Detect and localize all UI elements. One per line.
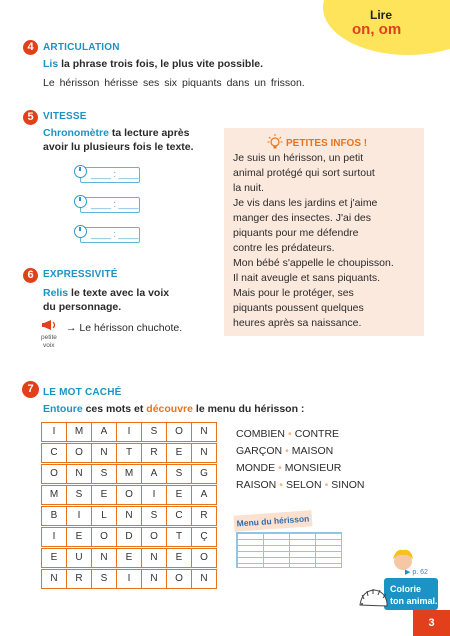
- instruction-verb-2: découvre: [146, 403, 193, 415]
- grid-cell[interactable]: N: [191, 422, 217, 442]
- child-avatar-icon: [388, 545, 418, 575]
- grid-cell[interactable]: R: [141, 443, 167, 463]
- grid-cell[interactable]: B: [41, 506, 67, 526]
- info-line: Il nait aveugle et sans piquants.: [233, 272, 381, 284]
- grid-cell[interactable]: N: [41, 569, 67, 589]
- grid-cell[interactable]: M: [116, 464, 142, 484]
- instruction-expressivite-1: [43, 287, 169, 299]
- word-list-row: COMBIEN • CONTRE: [236, 428, 340, 440]
- word-item[interactable]: SELON: [285, 479, 322, 491]
- petite-voix-label-1: petite: [41, 334, 57, 341]
- megaphone-icon: [42, 318, 60, 332]
- grid-cell[interactable]: E: [41, 548, 67, 568]
- timer-placeholder: ____ : ____: [91, 229, 139, 239]
- info-line: Mais pour le protéger, ses: [233, 287, 354, 299]
- info-title: PETITES INFOS !: [286, 138, 368, 149]
- grid-cell[interactable]: O: [91, 527, 117, 547]
- kid-line-1: Colorie: [390, 584, 422, 594]
- grid-cell[interactable]: C: [41, 443, 67, 463]
- grid-cell[interactable]: U: [66, 548, 92, 568]
- grid-cell[interactable]: N: [141, 569, 167, 589]
- grid-cell[interactable]: T: [166, 527, 192, 547]
- info-line: piquants pour me défendre: [233, 227, 359, 239]
- instruction-articulation: [43, 58, 263, 70]
- instruction-rest: le menu du hérisson :: [195, 403, 305, 415]
- word-item[interactable]: MONDE: [236, 462, 276, 474]
- word-list-row: MONDE • MONSIEUR: [236, 462, 342, 474]
- grid-cell[interactable]: O: [166, 569, 192, 589]
- grid-cell[interactable]: S: [91, 464, 117, 484]
- grid-cell[interactable]: A: [141, 464, 167, 484]
- section-title-expressivite: EXPRESSIVITÉ: [43, 269, 118, 280]
- grid-cell[interactable]: E: [166, 485, 192, 505]
- petite-voix-label-2: voix: [43, 342, 55, 349]
- info-line: animal protégé qui sort surtout: [233, 167, 375, 179]
- grid-cell[interactable]: I: [66, 506, 92, 526]
- section-number-5: 5: [23, 110, 38, 125]
- grid-cell[interactable]: C: [166, 506, 192, 526]
- grid-cell[interactable]: O: [141, 527, 167, 547]
- grid-cell[interactable]: T: [116, 443, 142, 463]
- word-list-row: RAISON • SELON • SINON: [236, 479, 365, 491]
- tongue-twister: Le hérisson hérisse ses six piquants dans un frisson.: [43, 77, 305, 89]
- info-line: contre les prédateurs.: [233, 242, 335, 254]
- timer-field-2[interactable]: [80, 197, 140, 213]
- grid-cell[interactable]: I: [116, 569, 142, 589]
- grid-cell[interactable]: E: [166, 548, 192, 568]
- info-line: Mon bébé s'appelle le choupisson.: [233, 257, 394, 269]
- grid-cell[interactable]: D: [116, 527, 142, 547]
- section-title-articulation: ARTICULATION: [43, 42, 120, 53]
- grid-cell[interactable]: I: [41, 527, 67, 547]
- word-item[interactable]: RAISON: [236, 479, 277, 491]
- word-item[interactable]: COMBIEN: [236, 428, 286, 440]
- corner-sound: on, om: [352, 21, 402, 38]
- grid-cell[interactable]: N: [66, 464, 92, 484]
- timer-field-3[interactable]: [80, 227, 140, 243]
- grid-cell[interactable]: G: [191, 464, 217, 484]
- info-line: piquants poussent quelques: [233, 302, 364, 314]
- lightbulb-icon: [267, 133, 283, 151]
- voice-example: → Le hérisson chuchote.: [66, 322, 183, 334]
- instruction-mid: ces mots et: [85, 403, 144, 415]
- grid-cell[interactable]: N: [116, 506, 142, 526]
- word-list-row: GARÇON • MAISON: [236, 445, 334, 457]
- info-line: Je suis un hérisson, un petit: [233, 152, 364, 164]
- grid-cell[interactable]: M: [41, 485, 67, 505]
- instruction-vitesse-1: [43, 127, 189, 139]
- grid-cell[interactable]: S: [66, 485, 92, 505]
- instruction-rest: la phrase trois fois, le plus vite possible.: [61, 58, 263, 70]
- word-item[interactable]: MONSIEUR: [284, 462, 342, 474]
- timer-field-1[interactable]: [80, 167, 140, 183]
- hedgehog-icon: [356, 585, 390, 611]
- grid-cell[interactable]: I: [41, 422, 67, 442]
- grid-cell[interactable]: E: [91, 485, 117, 505]
- instruction-expressivite-2: du personnage.: [43, 301, 122, 313]
- timer-placeholder: ____ : ____: [91, 199, 139, 209]
- instruction-verb: Lis: [43, 58, 59, 70]
- word-item[interactable]: GARÇON: [236, 445, 283, 457]
- grid-cell[interactable]: E: [166, 443, 192, 463]
- section-number-4: 4: [23, 40, 38, 55]
- section-title-mot-cache: LE MOT CACHÉ: [43, 387, 122, 398]
- word-item[interactable]: CONTRE: [294, 428, 340, 440]
- menu-answer-area[interactable]: [236, 532, 342, 568]
- grid-cell[interactable]: A: [91, 422, 117, 442]
- instruction-mot-cache: [43, 403, 304, 415]
- grid-cell[interactable]: S: [141, 422, 167, 442]
- grid-cell[interactable]: N: [191, 569, 217, 589]
- info-line: manger des insectes. J'ai des: [233, 212, 371, 224]
- instruction-rest: le texte avec la voix: [71, 287, 170, 299]
- grid-cell[interactable]: N: [91, 548, 117, 568]
- info-line: heures après sa naissance.: [233, 317, 362, 329]
- kid-line-2: ton animal.: [390, 596, 438, 606]
- grid-cell[interactable]: N: [141, 548, 167, 568]
- grid-cell[interactable]: E: [66, 527, 92, 547]
- grid-cell[interactable]: A: [191, 485, 217, 505]
- instruction-verb: Chronomètre: [43, 127, 109, 139]
- grid-cell[interactable]: N: [191, 443, 217, 463]
- section-number-7: 7: [22, 381, 39, 398]
- grid-cell[interactable]: O: [66, 443, 92, 463]
- corner-lire: Lire: [370, 8, 393, 22]
- stopwatch-icon: [74, 195, 87, 208]
- menu-label: Menu du hérisson: [234, 510, 313, 531]
- instruction-verb-1: Entoure: [43, 403, 83, 415]
- section-title-vitesse: VITESSE: [43, 111, 87, 122]
- grid-cell[interactable]: M: [66, 422, 92, 442]
- grid-cell[interactable]: I: [116, 422, 142, 442]
- section-number-6: 6: [23, 268, 38, 283]
- instruction-rest: ta lecture après: [111, 127, 190, 139]
- instruction-verb: Relis: [43, 287, 69, 299]
- info-line: la nuit.: [233, 182, 264, 194]
- grid-cell[interactable]: O: [116, 485, 142, 505]
- word-item[interactable]: SINON: [331, 479, 365, 491]
- page-number: 3: [413, 610, 450, 636]
- instruction-vitesse-2: avoir lu plusieurs fois le texte.: [43, 141, 194, 153]
- grid-cell[interactable]: Ç: [191, 527, 217, 547]
- grid-cell[interactable]: S: [141, 506, 167, 526]
- grid-cell[interactable]: N: [91, 443, 117, 463]
- timer-placeholder: ____ : ____: [91, 169, 139, 179]
- stopwatch-icon: [74, 165, 87, 178]
- grid-cell[interactable]: S: [166, 464, 192, 484]
- grid-cell[interactable]: O: [191, 548, 217, 568]
- grid-cell[interactable]: S: [91, 569, 117, 589]
- grid-cell[interactable]: I: [141, 485, 167, 505]
- info-line: Je vis dans les jardins et j'aime: [233, 197, 378, 209]
- word-item[interactable]: MAISON: [291, 445, 334, 457]
- page-reference[interactable]: ▶ p. 62: [405, 569, 428, 576]
- grid-cell[interactable]: E: [116, 548, 142, 568]
- stopwatch-icon: [74, 225, 87, 238]
- grid-cell[interactable]: R: [66, 569, 92, 589]
- grid-cell[interactable]: O: [166, 422, 192, 442]
- grid-cell[interactable]: O: [41, 464, 67, 484]
- grid-cell[interactable]: R: [191, 506, 217, 526]
- grid-cell[interactable]: L: [91, 506, 117, 526]
